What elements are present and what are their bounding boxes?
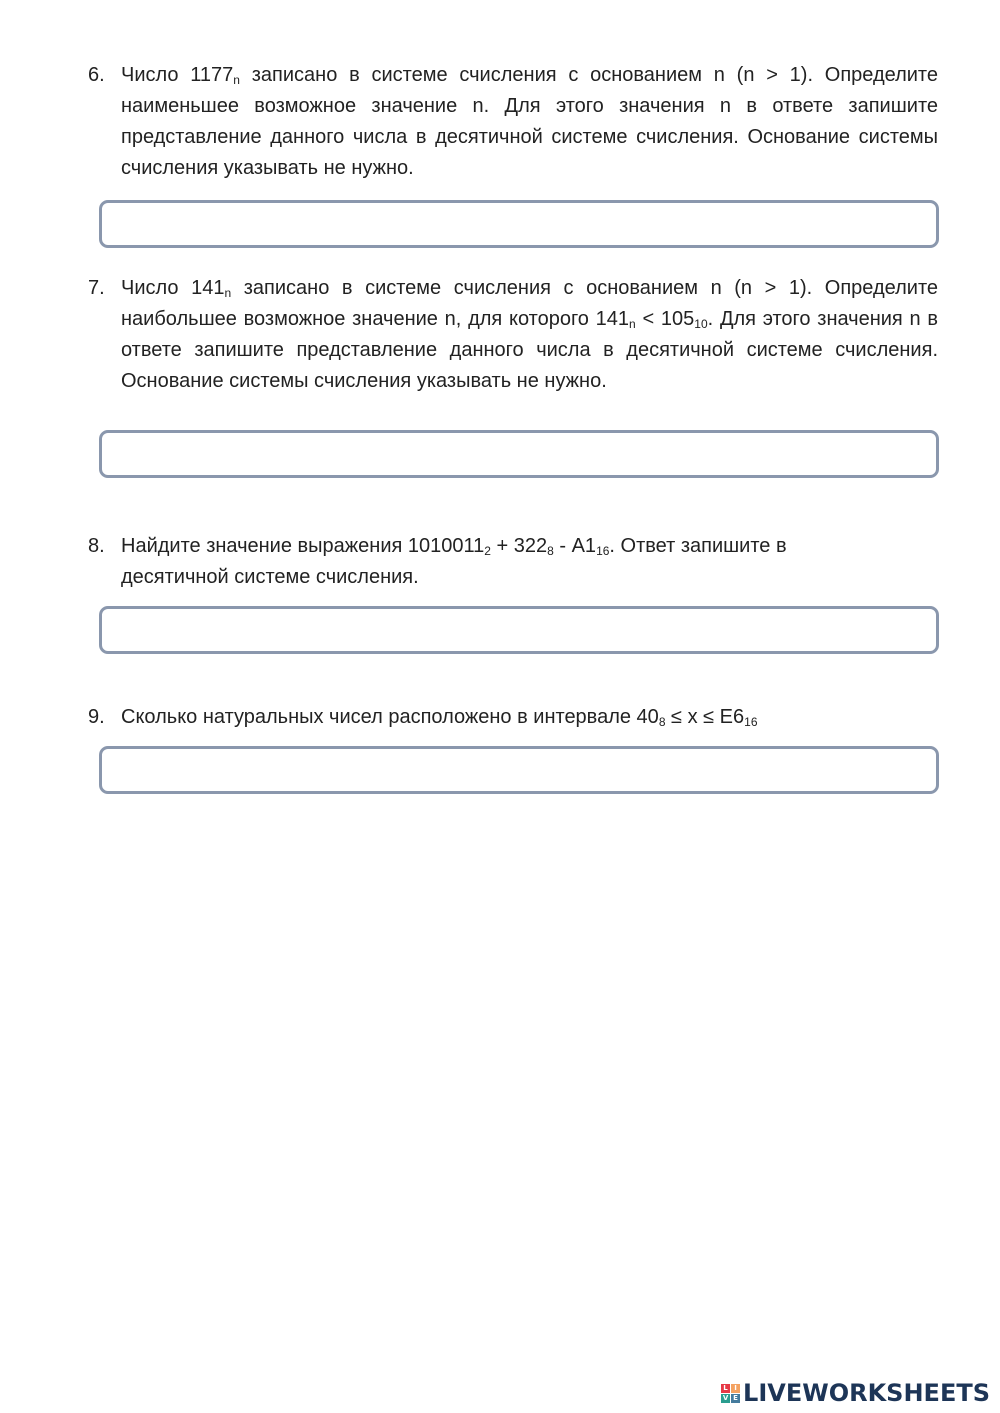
subscript-base: 10 <box>694 317 708 331</box>
question-text-part: Число 1177 <box>121 64 234 86</box>
logo-letter: V <box>722 1394 729 1402</box>
subscript-base: n <box>233 73 240 87</box>
subscript-base: 2 <box>484 544 491 558</box>
logo-mark-icon <box>721 1384 740 1403</box>
answer-box-9[interactable] <box>99 746 939 794</box>
subscript-base: n <box>629 317 636 331</box>
subscript-base: 16 <box>596 544 610 558</box>
subscript-base: 16 <box>744 715 758 729</box>
brand-text: LIVEWORKSHEETS <box>743 1379 990 1407</box>
question-8 <box>88 531 938 593</box>
subscript-base: n <box>224 286 232 300</box>
question-text-part: + 322 <box>490 535 548 557</box>
question-number: 6. <box>88 64 105 86</box>
question-text-part: ≤ x ≤ E6 <box>665 706 745 728</box>
question-text <box>121 273 938 397</box>
question-text-part: записано в системе счисления с основанием n (n > 1). Определите наибольшее возможное значение n, для которого 141 <box>121 277 938 330</box>
answer-box-6[interactable] <box>99 200 939 248</box>
question-text-part: Найдите значение выражения 1010011 <box>121 535 485 557</box>
question-text <box>121 60 938 184</box>
logo-letter: L <box>721 1384 730 1393</box>
subscript-base: 8 <box>547 544 554 558</box>
question-number: 9. <box>88 706 105 728</box>
question-text <box>121 702 938 733</box>
answer-box-7[interactable] <box>99 430 939 478</box>
question-text-part: Число 141 <box>121 277 225 299</box>
question-text-part: Сколько натуральных чисел расположено в интервале 40 <box>121 706 659 728</box>
question-number: 8. <box>88 535 105 557</box>
question-text-part: . Для этого значения n в ответе запишите представление данного числа в десятичной системе счисления. Основание системы счисления указывать не нужно. <box>121 308 938 392</box>
question-9 <box>88 702 938 733</box>
liveworksheets-logo <box>721 1379 990 1407</box>
logo-letter: I <box>731 1384 740 1393</box>
question-text-part: записано в системе счисления с основанием n (n > 1). Определите наименьшее возможное значение n. Для этого значения n в ответе запишите представление данного числа в десятичной системе счисления. Основание системы счисления указывать не нужно. <box>121 64 938 179</box>
question-number: 7. <box>88 277 105 299</box>
question-text <box>121 531 841 593</box>
question-7 <box>88 273 938 397</box>
answer-box-8[interactable] <box>99 606 939 654</box>
logo-letter: E <box>731 1394 740 1403</box>
question-text-part: . Ответ запишите в десятичной системе счисления. <box>121 535 787 588</box>
question-text-part: < 105 <box>635 308 695 330</box>
subscript-base: 8 <box>658 715 666 729</box>
question-6 <box>88 60 938 184</box>
question-text-part: - A1 <box>553 535 597 557</box>
